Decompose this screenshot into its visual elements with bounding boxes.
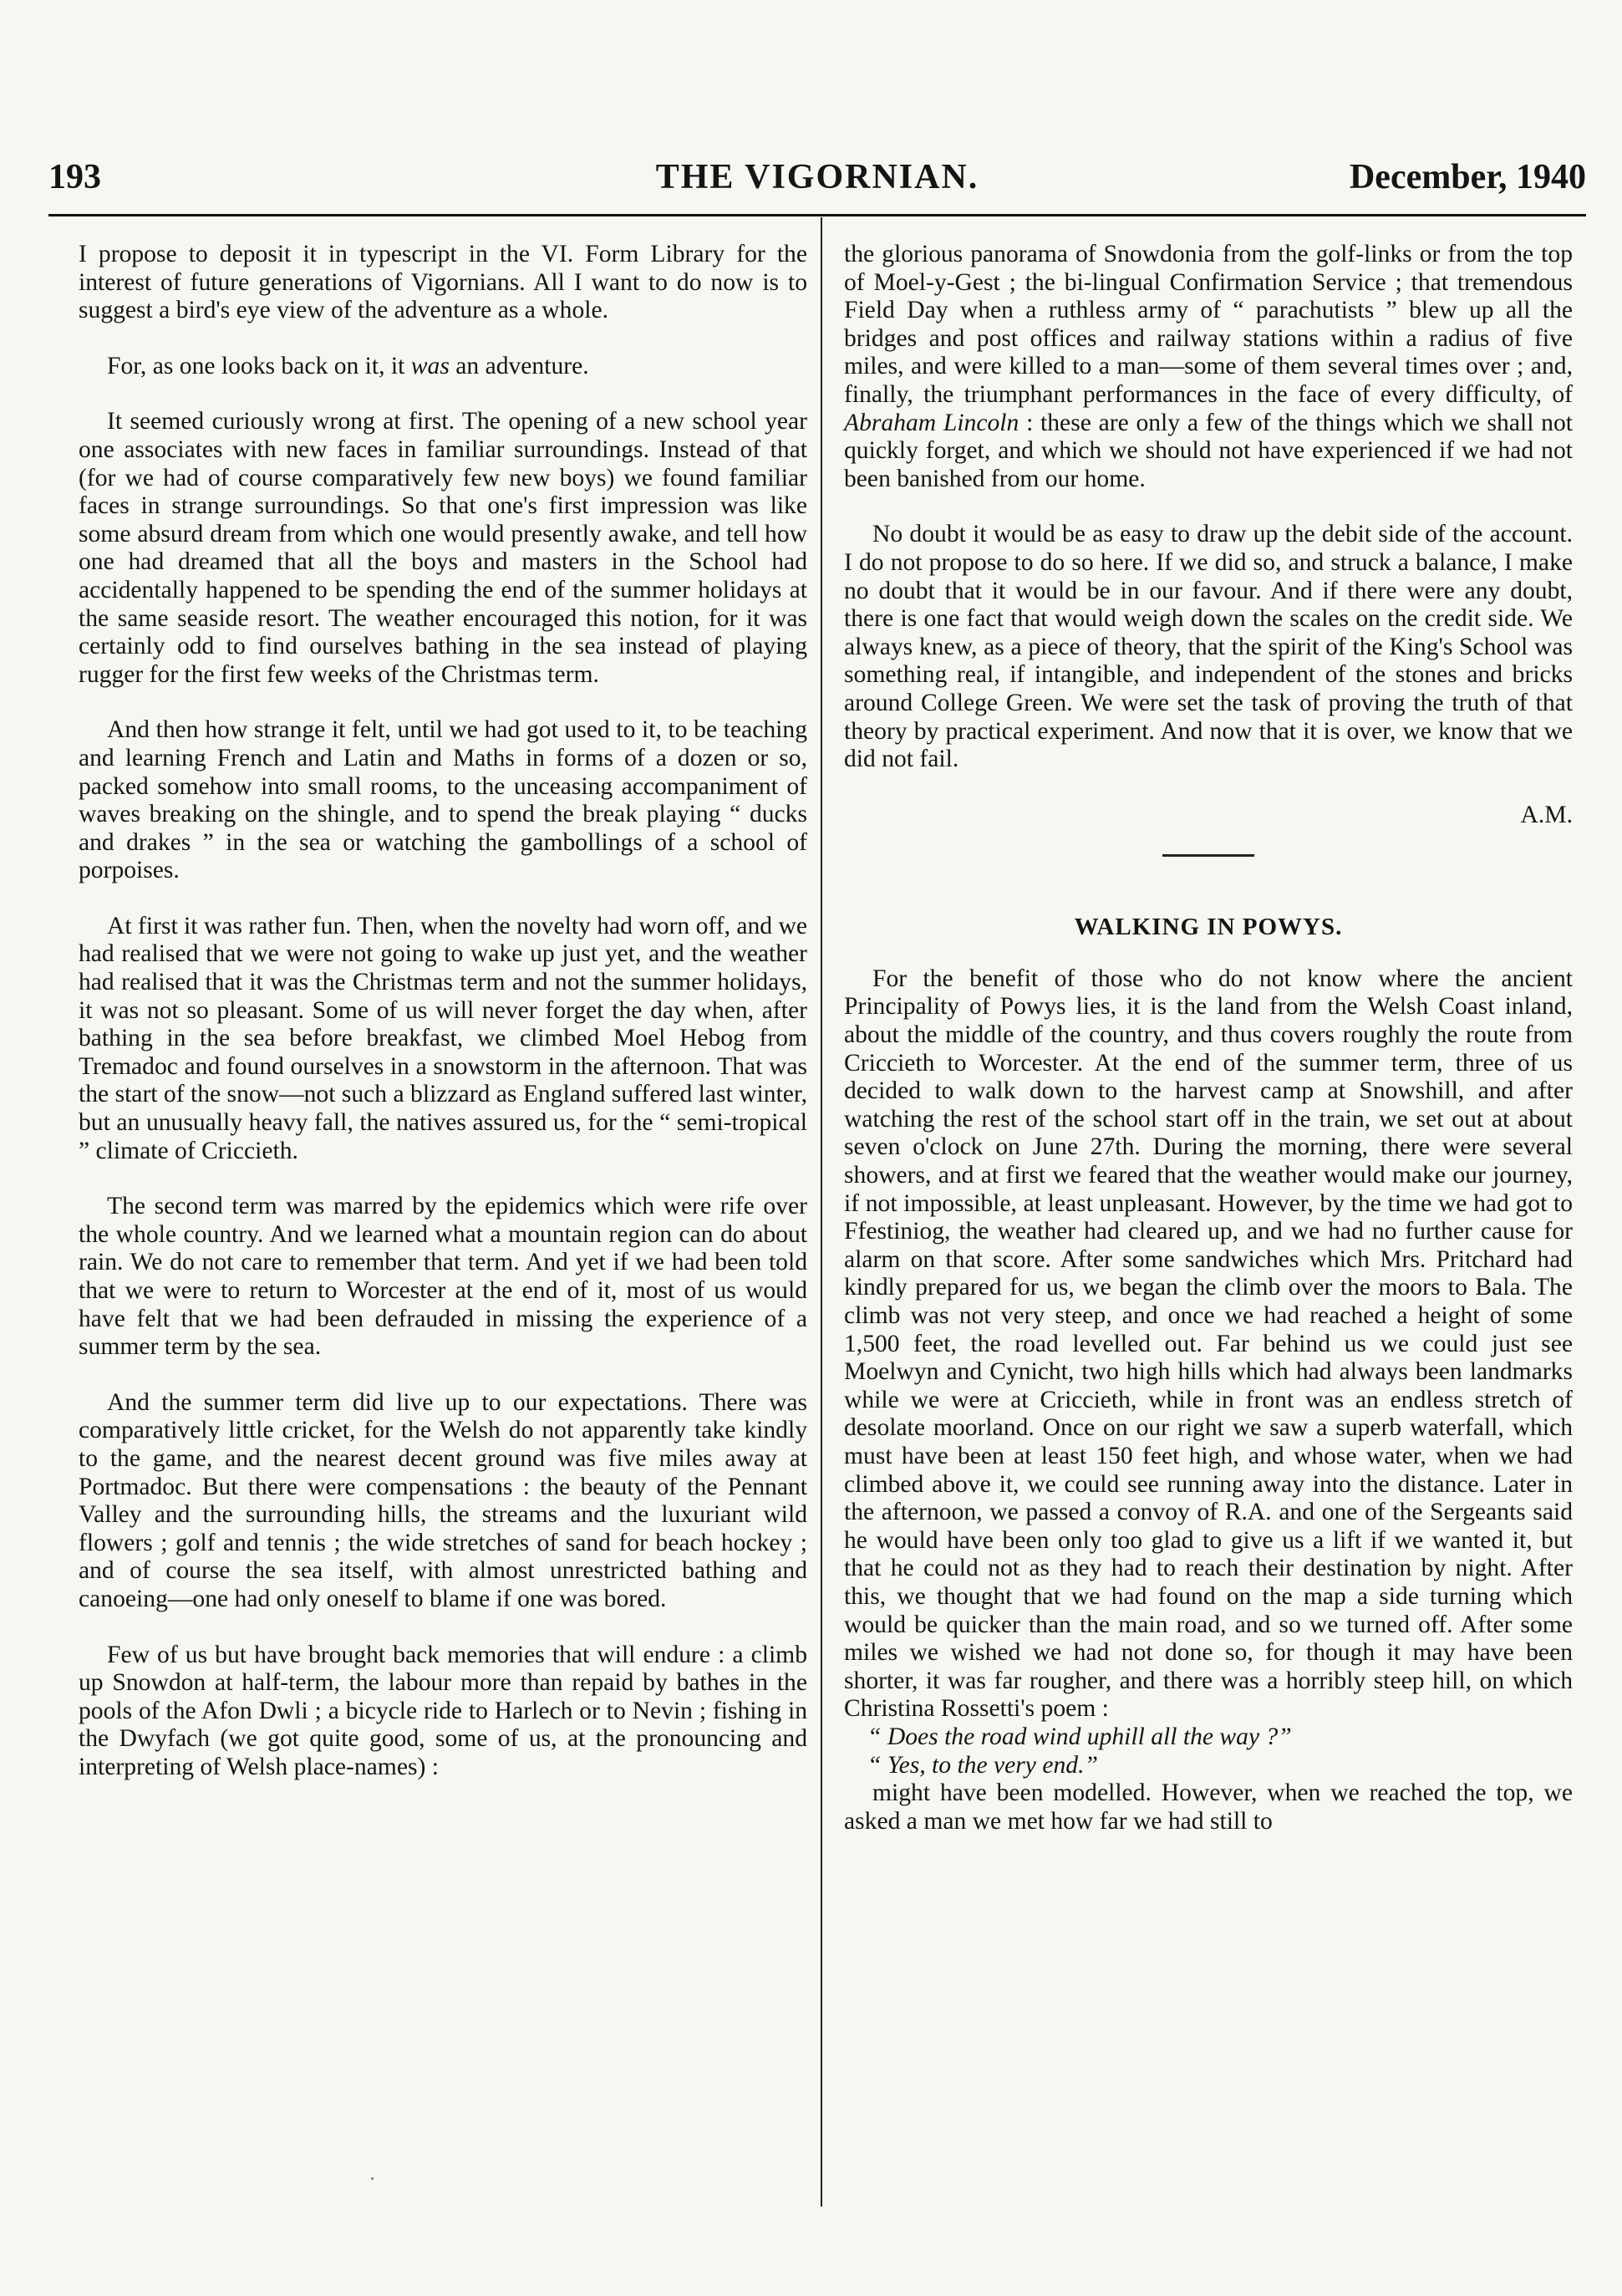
paragraph: might have been modelled. However, when we reached the top, we asked a man we met how far we had still to [844,1779,1573,1835]
right-column [844,241,1573,1863]
paragraph: Few of us but have brought back memories that will endure : a climb up Snowdon at half-term, the labour more than repaid by bathes in the pools of the Afon Dwli ; a bicycle ride to Harlech or to Nevin ; fishing in the Dwyfach (we got quite good, some of us, at the pronouncing and interpreting of Welsh place-names) : [79,1641,807,1780]
page-header [48,157,1586,207]
section-title: WALKING IN POWYS. [1074,914,1343,941]
page-number: 193 [48,158,101,196]
paragraph: No doubt it would be as easy to draw up the debit side of the account. I do not propose to do so here. If we did so, and struck a balance, I make no doubt that it would be in our favour. And if there were any doubt, there is one fact that would weigh down the scales on the credit side. We always knew, as a piece of theory, that the spirit of the King's School was something real, if intangible, and independent of the stones and bricks around College Green. We were set the task of proving the truth of that theory by practical experiment. And now that it is over, we know that we did not fail. [844,521,1573,773]
paragraph: And the summer term did live up to our expectations. There was comparatively little cricket, for the Welsh do not apparently take kindly to the game, and the nearest decent ground was five miles away at Portmadoc. But there were compensations : the beauty of the Pennant Valley and the surrounding hills, the streams and the luxuriant wild flowers ; golf and tennis ; the wide stretches of sand for beach hockey ; and of course the sea itself, with almost unrestricted bathing and canoeing—one had only oneself to blame if one was bored. [79,1388,807,1612]
paragraph: For the benefit of those who do not know where the ancient Principality of Powys lies, it is the land from the Welsh Coast inland, about the middle of the country, and thus covers roughly the route from Criccieth to Worcester. At the end of the summer term, three of us decided to walk down to the harvest camp at Snowshill, and after watching the rest of the school start off in the train, we set out at about seven o'clock on June 27th. During the morning, there were several showers, and at first we feared that the weather would make our journey, if not impossible, at least unpleasant. However, by the time we had got to Ffestiniog, the weather had cleared up, and we had no further cause for alarm on that score. After some sandwiches which Mrs. Pritchard had kindly prepared for us, we began the climb over the moors to Bala. The climb was not very steep, and once we had reached a height of some 1,500 feet, the road levelled out. Far behind us we could just see Moelwyn and Cynicht, two high hills which had always been landmarks while we were at Criccieth, while in front was an endless stretch of desolate moorland. Once on our right we saw a superb waterfall, which must have been at least 150 feet high, and whose water, when we had climbed above it, we could see running away into the distance. Later in the afternoon, we passed a convoy of R.A. and one of the Sergeants said he would have been only too glad to give us a lift if we wanted it, but that he could not as they had to reach their destination by night. After this, we thought that we had found on the map a side turning which would be quicker than the main road, and so we turned off. After some miles we wished we had not done so, for though it may have been shorter, it was far rougher, and there was a horribly steep hill, on which Christina Rossetti's poem : [844,965,1573,1723]
poem-quote-line: “ Yes, to the very end.” [867,1751,1098,1779]
paragraph: I propose to deposit it in typescript in the VI. Form Library for the interest of future generations of Vigornians. All I want to do now is to suggest a bird's eye view of the adventure as a whole. [79,241,807,324]
print-speck [371,2177,374,2180]
paragraph: And then how strange it felt, until we had got used to it, to be teaching and learning French and Latin and Maths in forms of a dozen or so, packed somehow into small rooms, to the unceasing accompaniment of waves breaking on the shingle, and to spend the break playing “ ducks and drakes ” in the sea or watching the gambollings of a school of porpoises. [79,716,807,884]
paragraph: The second term was marred by the epidemics which were rife over the whole country. And we learned what a mountain region can do about rain. We do not care to remember that term. And yet if we had been told that we were to return to Worcester at the end of it, most of us would have felt that we had been defrauded in missing the experience of a summer term by the sea. [79,1193,807,1361]
section-divider [1162,854,1254,857]
poem-quote-line: “ Does the road wind uphill all the way ?” [867,1723,1292,1750]
paragraph: It seemed curiously wrong at first. The opening of a new school year one associates with new faces in familiar surroundings. Instead of that (for we had of course comparatively few new boys) we found familiar faces in strange surroundings. So that one's first impression was like some absurd dream from which one would presently awake, and tell how one had dreamed that all the boys and masters in the School had accidentally happened to be spending the end of the summer holidays at the same seaside resort. The weather encouraged this notion, for it was certainly odd to find ourselves bathing in the sea instead of playing rugger for the first few weeks of the Christmas term. [79,408,807,688]
author-signature: A.M. [1520,801,1573,828]
paragraph: At first it was rather fun. Then, when the novelty had worn off, and we had realised that we were not going to wake up just yet, and the weather had realised that it was the Christmas term and not the summer holidays, it was not so pleasant. Some of us will never forget the day when, after bathing in the sea before breakfast, we climbed Moel Hebog from Tremadoc and found ourselves in a snowstorm in the afternoon. That was the start of the snow—not such a blizzard as England suffered last winter, but an unusually heavy fall, the natives assured us, for the “ semi-tropical ” climate of Criccieth. [79,912,808,1164]
header-rule [48,214,1586,216]
paragraph: For, as one looks back on it, it was an adventure. [107,352,589,379]
paragraph: the glorious panorama of Snowdonia from the golf-links or from the top of Moel-y-Gest ; the bi-lingual Confirmation Service ; that tremendous Field Day when a ruthless army of “ parachutists ” blew up all the bridges and post offices and railway stations within a radius of five miles, and were killed to a man—some of them several times over ; and, finally, the triumphant performances in the face of every difficulty, of Abraham Lincoln : these are only a few of the things which we shall not quickly forget, and which we should not have experienced if we had not been banished from our home. [844,241,1573,492]
journal-title: THE VIGORNIAN. [655,158,979,196]
column-divider [821,217,822,2207]
issue-date: December, 1940 [1349,158,1586,196]
left-column [79,241,807,1810]
